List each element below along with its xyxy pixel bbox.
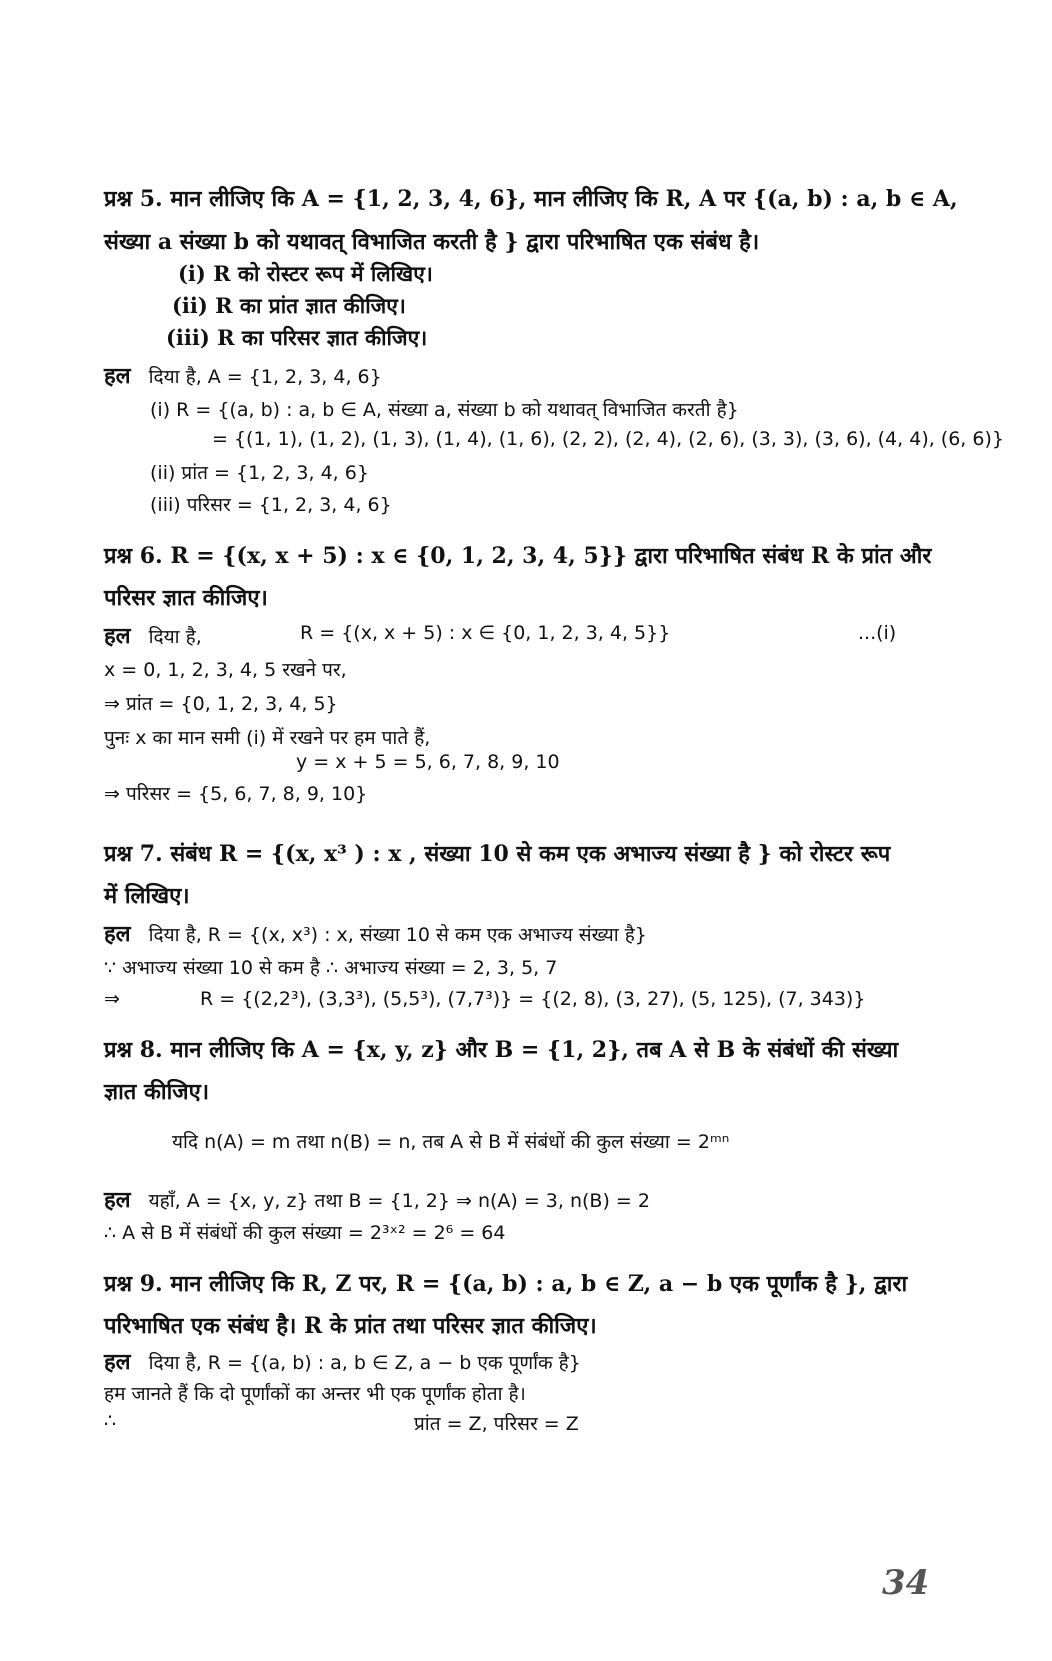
- q5-solution-iii: (iii) परिसर = {1, 2, 3, 4, 6}: [150, 494, 392, 516]
- q5-solution-i-roster: = {(1, 1), (1, 2), (1, 3), (1, 4), (1, 6), (2, 2), (2, 4), (2, 6), (3, 3), (3, 6), (4, 4), (6, 6)}: [212, 428, 1004, 450]
- q8-total: ∴ A से B में संबंधों की कुल संख्या = 2³ˣ² = 2⁶ = 64: [104, 1222, 506, 1244]
- solution-label: हल: [104, 1349, 131, 1375]
- q6-y-values: y = x + 5 = 5, 6, 7, 8, 9, 10: [296, 751, 560, 773]
- q5-text-line1: प्रश्न 5. मान लीजिए कि A = {1, 2, 3, 4, 6}, मान लीजिए कि R, A पर {(a, b) : a, b ∈ A,: [104, 186, 958, 212]
- page-number: 34: [882, 1563, 930, 1603]
- q6-text-line2: परिसर ज्ञात कीजिए।: [104, 585, 268, 611]
- q7-text-line2: में लिखिए।: [104, 883, 190, 909]
- solution-label: हल: [104, 1187, 131, 1213]
- q9-fact: हम जानते हैं कि दो पूर्णांकों का अन्तर भी एक पूर्णांक होता है।: [104, 1383, 526, 1405]
- q7-implies: ⇒: [104, 988, 120, 1010]
- q5-sub-2: (ii) R का प्रांत ज्ञात कीजिए।: [172, 293, 406, 318]
- q9-solution-given: [104, 1346, 581, 1376]
- q6-relation: R = {(x, x + 5) : x ∈ {0, 1, 2, 3, 4, 5}}: [300, 622, 671, 644]
- q6-equation-number: ...(i): [858, 622, 897, 644]
- q6-domain: ⇒ प्रांत = {0, 1, 2, 3, 4, 5}: [104, 693, 338, 715]
- q5-solution-given: [104, 360, 382, 390]
- q9-given-text: दिया है, R = {(a, b) : a, b ∈ Z, a − b एक पूर्णांक है}: [148, 1352, 581, 1374]
- q6-range: ⇒ परिसर = {5, 6, 7, 8, 9, 10}: [104, 783, 368, 805]
- q9-text-line2: परिभाषित एक संबंध है। R के प्रांत तथा परिसर ज्ञात कीजिए।: [104, 1313, 597, 1339]
- q5-text-line2: संख्या a संख्या b को यथावत् विभाजित करती है } द्वारा परिभाषित एक संबंध है।: [104, 229, 760, 255]
- q5-solution-i: (i) R = {(a, b) : a, b ∈ A, संख्या a, संख्या b को यथावत् विभाजित करती है}: [150, 399, 739, 421]
- q8-solution-given: [104, 1184, 650, 1214]
- q9-therefore: ∴: [104, 1410, 117, 1432]
- q5-given-text: दिया है, A = {1, 2, 3, 4, 6}: [148, 366, 382, 388]
- q8-given-text: यहाँ, A = {x, y, z} तथा B = {1, 2} ⇒ n(A) = 3, n(B) = 2: [148, 1190, 650, 1212]
- q8-note: यदि n(A) = m तथा n(B) = n, तब A से B में संबंधों की कुल संख्या = 2ᵐⁿ: [172, 1131, 730, 1153]
- q9-answer: प्रांत = Z, परिसर = Z: [414, 1413, 579, 1435]
- q5-solution-ii: (ii) प्रांत = {1, 2, 3, 4, 6}: [150, 462, 369, 484]
- q9-text-line1: प्रश्न 9. मान लीजिए कि R, Z पर, R = {(a, b) : a, b ∈ Z, a − b एक पूर्णांक है }, द्वारा: [104, 1271, 908, 1297]
- q7-solution-given: [104, 918, 647, 948]
- q7-text-line1: प्रश्न 7. संबंध R = {(x, x³ ) : x , संख्या 10 से कम एक अभाज्य संख्या है } को रोस्टर रूप: [104, 841, 891, 867]
- q5-sub-3: (iii) R का परिसर ज्ञात कीजिए।: [166, 325, 428, 350]
- q5-sub-1: (i) R को रोस्टर रूप में लिखिए।: [178, 261, 433, 286]
- q6-substitution: x = 0, 1, 2, 3, 4, 5 रखने पर,: [104, 659, 347, 681]
- q6-again: पुनः x का मान समी (i) में रखने पर हम पाते हैं,: [104, 727, 431, 749]
- q6-given-label: दिया है,: [148, 626, 202, 648]
- solution-label: हल: [104, 363, 131, 389]
- q7-primes: ∵ अभाज्य संख्या 10 से कम है ∴ अभाज्य संख्या = 2, 3, 5, 7: [104, 957, 558, 979]
- q7-given-text: दिया है, R = {(x, x³) : x, संख्या 10 से कम एक अभाज्य संख्या है}: [148, 924, 647, 946]
- solution-label: हल: [104, 623, 131, 649]
- q6-text-line1: प्रश्न 6. R = {(x, x + 5) : x ∈ {0, 1, 2, 3, 4, 5}} द्वारा परिभाषित संबंध R के प्रांत और: [104, 543, 932, 569]
- q8-text-line1: प्रश्न 8. मान लीजिए कि A = {x, y, z} और B = {1, 2}, तब A से B के संबंधों की संख्या: [104, 1037, 899, 1063]
- q6-solution-given: [104, 620, 202, 650]
- q7-roster: R = {(2,2³), (3,3³), (5,5³), (7,7³)} = {(2, 8), (3, 27), (5, 125), (7, 343)}: [200, 988, 866, 1010]
- solution-label: हल: [104, 921, 131, 947]
- q8-text-line2: ज्ञात कीजिए।: [104, 1079, 210, 1105]
